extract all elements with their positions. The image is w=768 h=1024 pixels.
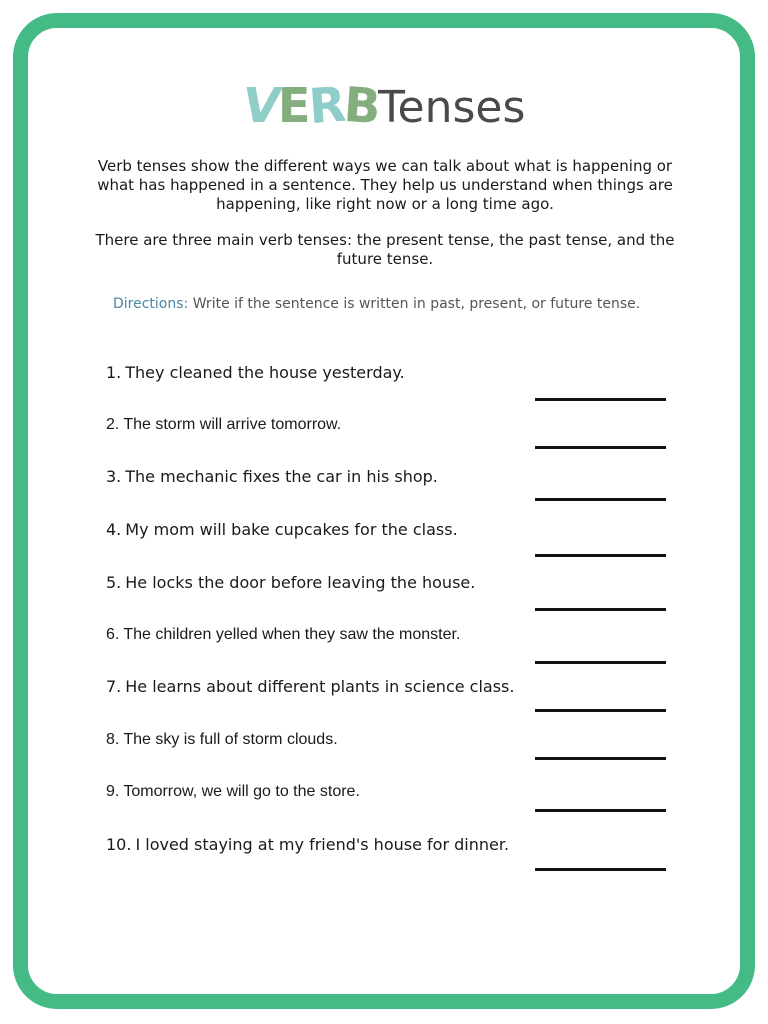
question-number: 6. [106, 626, 120, 643]
question-text: They cleaned the house yesterday. [125, 363, 405, 382]
page-title [0, 78, 768, 134]
question-text: I loved staying at my friend's house for dinner. [135, 835, 510, 854]
question-8 [106, 731, 338, 749]
question-text: The mechanic fixes the car in his shop. [125, 467, 438, 486]
question-2 [106, 416, 341, 434]
answer-line-7[interactable] [535, 709, 666, 712]
answer-line-2[interactable] [535, 446, 666, 449]
title-letter: V [237, 78, 283, 134]
question-5 [106, 573, 475, 592]
title-tenses: Tenses [378, 82, 526, 133]
question-4 [106, 520, 458, 539]
question-9 [106, 783, 360, 801]
question-text: The sky is full of storm clouds. [123, 731, 338, 748]
question-number: 1. [106, 363, 122, 382]
answer-line-5[interactable] [535, 608, 666, 611]
question-text: Tomorrow, we will go to the store. [123, 783, 360, 800]
question-6 [106, 626, 460, 644]
answer-line-10[interactable] [535, 868, 666, 871]
question-number: 8. [106, 731, 120, 748]
answer-line-4[interactable] [535, 554, 666, 557]
title-letter: B [341, 76, 381, 136]
directions-text: Write if the sentence is written in past, present, or future tense. [192, 296, 641, 312]
question-number: 9. [106, 783, 120, 800]
answer-line-3[interactable] [535, 498, 666, 501]
question-number: 3. [106, 467, 122, 486]
question-7 [106, 677, 514, 696]
title-letter: E [277, 78, 309, 134]
intro-paragraph-2: There are three main verb tenses: the present tense, the past tense, and the future tense. [95, 231, 675, 268]
question-1 [106, 363, 405, 382]
answer-line-6[interactable] [535, 661, 666, 664]
question-10 [106, 835, 509, 854]
title-verb [237, 76, 381, 136]
question-number: 5. [106, 573, 122, 592]
question-number: 4. [106, 520, 122, 539]
question-text: The children yelled when they saw the monster. [123, 626, 461, 643]
question-text: He learns about different plants in science class. [125, 677, 515, 696]
question-text: The storm will arrive tomorrow. [123, 416, 342, 433]
directions-label: Directions: [113, 296, 189, 312]
intro-paragraph-1: Verb tenses show the different ways we can talk about what is happening or what has happened in a sentence. They help us understand when things are happening, like right now or a long time ago. [97, 157, 673, 213]
question-number: 7. [106, 677, 122, 696]
question-text: He locks the door before leaving the house. [125, 573, 476, 592]
directions [113, 296, 640, 312]
question-text: My mom will bake cupcakes for the class. [125, 520, 458, 539]
answer-line-8[interactable] [535, 757, 666, 760]
question-3 [106, 467, 438, 486]
answer-line-9[interactable] [535, 809, 666, 812]
question-number: 2. [106, 416, 120, 433]
answer-line-1[interactable] [535, 398, 666, 401]
title-letter: R [306, 76, 346, 136]
question-number: 10. [106, 835, 132, 854]
